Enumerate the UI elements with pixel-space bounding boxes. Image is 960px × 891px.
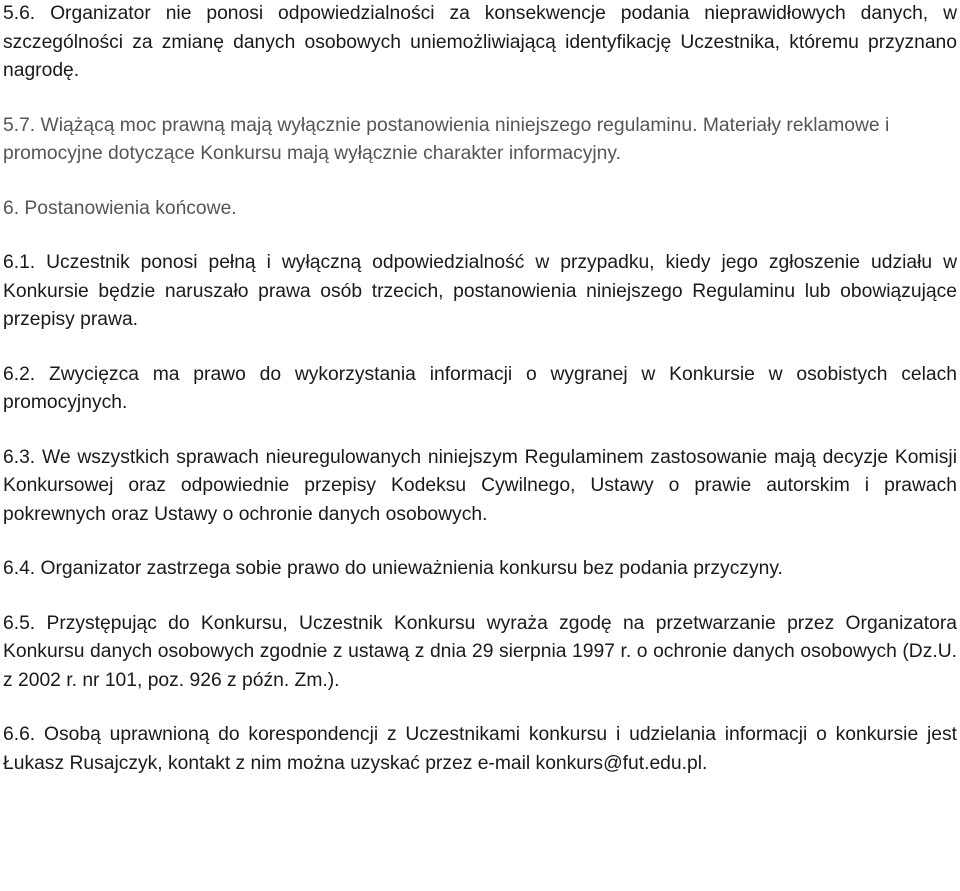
paragraph-6-5: 6.5. Przystępując do Konkursu, Uczestnik Konkursu wyraża zgodę na przetwarzanie przez Organizatora Konkursu danych osobowych zgodnie z ustawą z dnia 29 sierpnia 1997 r. o ochronie danych osobowych (Dz.U. z 2002 r. nr 101, poz. 926 z późn. Zm.). (3, 612, 957, 691)
document-page (3, 0, 957, 778)
paragraph-6-6: 6.6. Osobą uprawnioną do korespondencji z Uczestnikami konkursu i udzielania informacji o konkursie jest Łukasz Rusajczyk, kontakt z nim można uzyskać przez e-mail konkurs@fut.edu.pl. (3, 724, 957, 774)
spacer (3, 335, 957, 361)
paragraph-6-2: 6.2. Zwycięzca ma prawo do wykorzystania informacji o wygranej w Konkursie w osobistych celach promocyjnych. (3, 363, 957, 413)
paragraph-5-7: 5.7. Wiążącą moc prawną mają wyłącznie postanowienia niniejszego regulaminu. Materiały reklamowe i promocyjne dotyczące Konkursu mają wyłącznie charakter informacyjny. (3, 114, 890, 164)
spacer (3, 86, 957, 112)
spacer (3, 695, 957, 721)
spacer (3, 584, 957, 610)
spacer (3, 529, 957, 555)
paragraph-6-4: 6.4. Organizator zastrzega sobie prawo do unieważnienia konkursu bez podania przyczyny. (3, 558, 783, 579)
paragraph-5-6: 5.6. Organizator nie ponosi odpowiedzialności za konsekwencje podania nieprawidłowych danych, w szczególności za zmianę danych osobowych uniemożliwiającą identyfikację Uczestnika, któremu przyznano nagrodę. (3, 3, 957, 81)
section-heading-6: 6. Postanowienia końcowe. (3, 197, 237, 219)
paragraph-6-3: 6.3. We wszystkich sprawach nieuregulowanych niniejszym Regulaminem zastosowanie mają decyzje Komisji Konkursowej oraz odpowiednie przepisy Kodeksu Cywilnego, Ustawy o prawie autorskim i prawach pokrewnych oraz Ustawy o ochronie danych osobowych. (3, 446, 957, 525)
spacer (3, 223, 957, 249)
spacer (3, 418, 957, 444)
spacer (3, 169, 957, 195)
paragraph-6-1: 6.1. Uczestnik ponosi pełną i wyłączną odpowiedzialność w przypadku, kiedy jego zgłoszenie udziału w Konkursie będzie naruszało prawa osób trzecich, postanowienia niniejszego Regulaminu lub obowiązujące przepisy prawa. (3, 252, 957, 330)
